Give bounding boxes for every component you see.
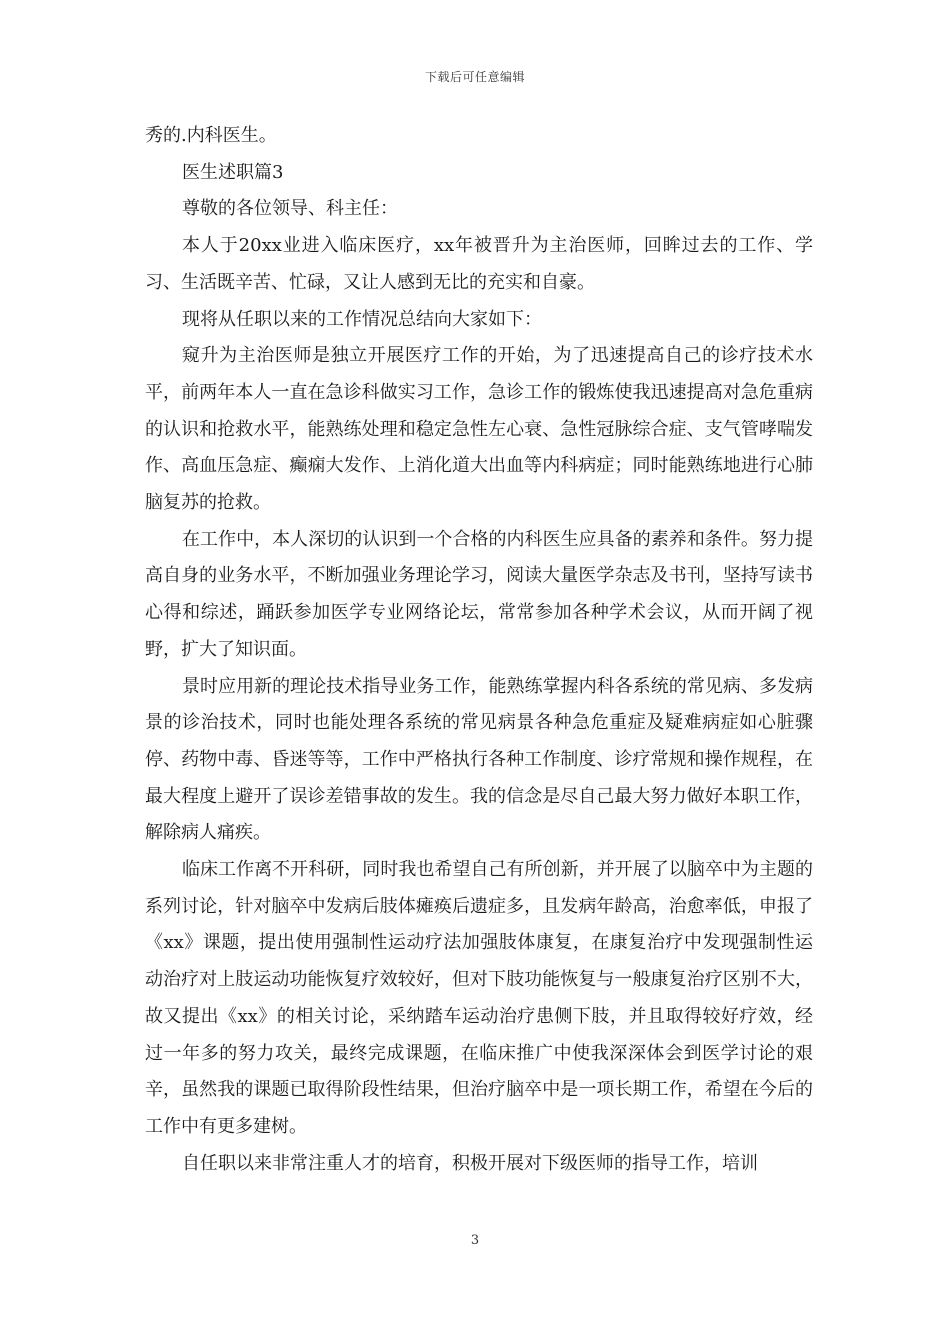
- paragraph: 临床工作离不开科研，同时我也希望自己有所创新，并开展了以脑卒中为主题的系列讨论，针对脑卒中发病后肢体瘫痪后遗症多，且发病年龄高，治愈率低，申报了《xx》课题，提出使用强制性运动疗法加强肢体康复，在康复治疗中发现强制性运动治疗对上肢运动功能恢复疗效较好，但对下肢功能恢复与一般康复治疗区别不大，故又提出《xx》的相关讨论，采纳踏车运动治疗患侧下肢，并且取得较好疗效，经过一年多的努力攻关，最终完成课题，在临床推广中使我深深体会到医学讨论的艰辛，虽然我的课题已取得阶段性结果，但治疗脑卒中是一项长期工作，希望在今后的工作中有更多建树。: [145, 859, 813, 1137]
- section-heading: 医生述职篇3: [182, 161, 284, 183]
- salutation: 尊敬的各位领导、科主任：: [182, 198, 398, 220]
- paragraph: 本人于20xx业进入临床医疗，xx年被晋升为主治医师，回眸过去的工作、学习、生活既辛苦、忙碌，又让人感到无比的充实和自豪。: [145, 235, 813, 293]
- page-number: 3: [470, 1233, 480, 1248]
- paragraph-continuation: 秀的.内科医生。: [145, 125, 277, 146]
- paragraph: 窥升为主治医师是独立开展医疗工作的开始，为了迅速提高自己的诊疗技术水平，前两年本人一直在急诊科做实习工作，急诊工作的锻炼使我迅速提高对急危重病的认识和抢救水平，能熟练处理和稳定急性左心衰、急性冠脉综合症、支气管哮喘发作、高血压急症、癫痫大发作、上消化道大出血等内科病症；同时能熟练地进行心肺脑复苏的抢救。: [145, 345, 813, 514]
- page-header: 下载后可任意编辑: [424, 70, 525, 84]
- document-body: [145, 118, 813, 1182]
- paragraph: 在工作中，本人深切的认识到一个合格的内科医生应具备的素养和条件。努力提高自身的业务水平，不断加强业务理论学习，阅读大量医学杂志及书刊，坚持写读书心得和综述，踊跃参加医学专业网络论坛，常常参加各种学术会议，从而开阔了视野，扩大了知识面。: [145, 528, 813, 660]
- paragraph: 景时应用新的理论技术指导业务工作，能熟练掌握内科各系统的常见病、多发病景的诊治技术，同时也能处理各系统的常见病景各种急危重症及疑难病症如心脏骤停、药物中毒、昏迷等等，工作中严格执行各种工作制度、诊疗常规和操作规程，在最大程度上避开了误诊差错事故的发生。我的信念是尽自己最大努力做好本职工作，解除病人痛疾。: [145, 675, 813, 844]
- paragraph: 自任职以来非常注重人才的培育，积极开展对下级医师的指导工作，培训: [182, 1152, 758, 1174]
- paragraph: 现将从任职以来的工作情况总结向大家如下：: [182, 308, 542, 330]
